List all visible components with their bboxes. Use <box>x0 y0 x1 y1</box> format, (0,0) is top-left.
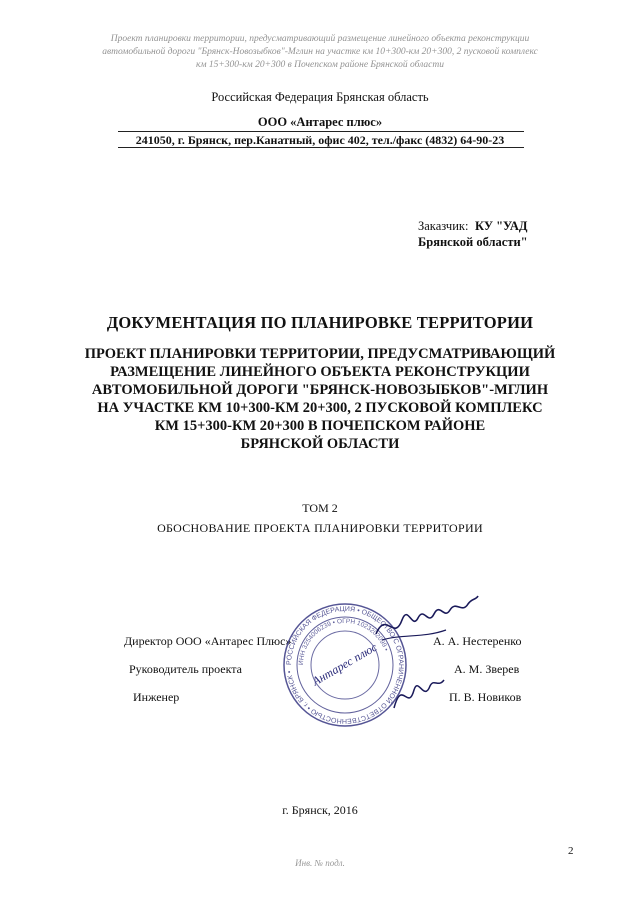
project-title-line: ПРОЕКТ ПЛАНИРОВКИ ТЕРРИТОРИИ, ПРЕДУСМАТРИВАЮЩИЙ <box>84 346 556 362</box>
footer-faint-text: Инв. № подл. <box>295 858 345 868</box>
volume-subtitle: ОБОСНОВАНИЕ ПРОЕКТА ПЛАНИРОВКИ ТЕРРИТОРИИ <box>157 521 483 535</box>
city-year: г. Брянск, 2016 <box>282 803 358 817</box>
header-note-line-1: Проект планировки территории, предусматривающий размещение линейного объекта реконструкции <box>110 34 530 44</box>
director-signature <box>372 590 482 650</box>
customer-label: Заказчик: <box>418 219 469 233</box>
stamp-center-text: Антарес плюс <box>309 639 380 689</box>
signatory-role-director: Директор ООО «Антарес Плюс» <box>124 634 292 648</box>
header-note-line-2: автомобильной дороги "Брянск-Новозыбков"-Мглин на участке км 10+300-км 20+300, 2 пусковой комплекс <box>102 47 538 57</box>
engineer-signature <box>388 668 448 718</box>
document-title: ДОКУМЕНТАЦИЯ ПО ПЛАНИРОВКЕ ТЕРРИТОРИИ <box>106 313 534 332</box>
project-title-line: КМ 15+300-КМ 20+300 В ПОЧЕПСКОМ РАЙОНЕ <box>154 418 486 434</box>
header-note-line-3: км 15+300-км 20+300 в Почепском районе Брянской области <box>196 60 444 70</box>
organization-address: 241050, г. Брянск, пер.Канатный, офис 402, тел./факс (4832) 64-90-23 <box>135 133 505 147</box>
page-number: 2 <box>568 845 574 857</box>
project-title-line: БРЯНСКОЙ ОБЛАСТИ <box>240 436 400 452</box>
header-note <box>80 33 560 72</box>
organization-name: ООО «Антарес плюс» <box>257 115 383 129</box>
customer-value-line-1: КУ "УАД <box>475 219 528 233</box>
signatory-role-engineer: Инженер <box>133 690 180 704</box>
customer-value-line-2: Брянской области" <box>418 235 528 249</box>
project-title-line: НА УЧАСТКЕ КМ 10+300-КМ 20+300, 2 ПУСКОВОЙ КОМПЛЕКС <box>97 400 543 416</box>
signatory-name-engineer: П. В. Новиков <box>449 690 522 704</box>
project-title-line: РАЗМЕЩЕНИЕ ЛИНЕЙНОГО ОБЪЕКТА РЕКОНСТРУКЦИИ <box>110 364 530 380</box>
signatory-name-project-lead: А. М. Зверев <box>454 662 520 676</box>
header-rule-top <box>118 131 524 132</box>
project-title <box>70 345 570 453</box>
signatory-role-project-lead: Руководитель проекта <box>129 662 242 676</box>
volume-number: ТОМ 2 <box>302 501 338 515</box>
stamp-inner-ring-text: ИНН 3254006239 • ОГРН 1023202099 • <box>297 617 390 666</box>
stamp-ring-text: РОССИЙСКАЯ ФЕДЕРАЦИЯ • ОБЩЕСТВО С ОГРАНИЧЕННОЙ ОТВЕТСТВЕННОСТЬЮ • г. БРЯНСК • <box>285 605 405 725</box>
header-rule-bottom <box>118 147 524 148</box>
region-text: Российская Федерация Брянская область <box>211 90 429 104</box>
project-title-line: АВТОМОБИЛЬНОЙ ДОРОГИ "БРЯНСК-НОВОЗЫБКОВ"-МГЛИН <box>91 382 549 398</box>
signatory-name-director: А. А. Нестеренко <box>433 634 522 648</box>
